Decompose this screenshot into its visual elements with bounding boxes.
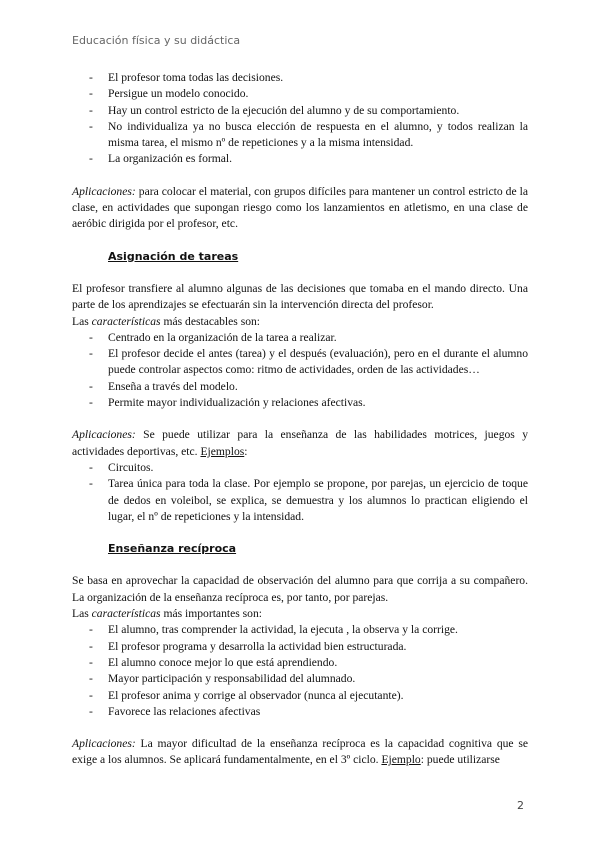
list-item: - Circuitos. — [72, 460, 528, 476]
asignacion-characteristics-list — [72, 330, 528, 411]
ejemplos-label: Ejemplos — [200, 444, 245, 458]
lead-emphasis: características — [91, 607, 161, 621]
list-item: - El alumno, tras comprender la actividad, la ejecuta , la observa y la corrige. — [72, 622, 528, 638]
ejemplo-tail: : puede utilizarse — [420, 753, 500, 767]
page-number: 2 — [517, 799, 524, 812]
aplicaciones-paragraph-2 — [72, 427, 528, 460]
lead-text: Las — [72, 607, 92, 621]
section-heading-ensenanza-reciproca: Enseñanza recíproca — [108, 542, 237, 556]
list-item: - Favorece las relaciones afectivas — [72, 704, 528, 720]
lead-text: Las — [72, 314, 92, 328]
colon: : — [244, 444, 248, 458]
list-item: - Persigue un modelo conocido. — [72, 86, 528, 102]
list-item: - Tarea única para toda la clase. Por ejemplo se propone, por parejas, un ejercicio de toque de dedos en voleibol, se explica, se demuestra y los alumnos lo practican eligiendo el lugar, el nº de repeticiones y la intensidad. — [72, 476, 528, 525]
document-body — [72, 70, 528, 769]
asignacion-examples-list — [72, 460, 528, 525]
reciproca-intro: Se basa en aprovechar la capacidad de observación del alumno para que corrija a su compañero. La organización de la enseñanza recíproca es, por tanto, por parejas. — [72, 574, 528, 604]
reciproca-characteristics-lead — [72, 606, 528, 622]
list-item: - El profesor programa y desarrolla la actividad bien estructurada. — [72, 639, 528, 655]
list-item: - La organización es formal. — [72, 151, 528, 167]
aplicaciones-label: Aplicaciones: — [72, 428, 136, 442]
aplicaciones-label: Aplicaciones: — [72, 184, 136, 198]
aplicaciones-text: para colocar el material, con grupos difíciles para mantener un control estricto de la clase, en actividades que supongan riesgo como los lanzamientos en atletismo, en una clase de aeróbic dirigida por el profesor, etc. — [72, 184, 528, 231]
list-item: - Hay un control estricto de la ejecución del alumno y de su comportamiento. — [72, 103, 528, 119]
aplicaciones-paragraph-1 — [72, 184, 528, 233]
list-item: - El profesor anima y corrige al observador (nunca al ejecutante). — [72, 688, 528, 704]
lead-text: más destacables son: — [160, 314, 261, 328]
list-item: - Enseña a través del modelo. — [72, 379, 528, 395]
page-header: Educación física y su didáctica — [72, 34, 241, 47]
list-item: - Centrado en la organización de la tarea a realizar. — [72, 330, 528, 346]
asignacion-intro: El profesor transfiere al alumno algunas de las decisiones que tomaba en el mando directo. Una parte de los aprendizajes se efectuarán sin la intervención directa del profesor. — [72, 281, 528, 312]
ejemplo-label: Ejemplo — [381, 753, 421, 767]
reciproca-characteristics-list — [72, 622, 528, 720]
list-item: - El alumno conoce mejor lo que está aprendiendo. — [72, 655, 528, 671]
asignacion-characteristics-lead — [72, 314, 528, 330]
aplicaciones-text: La mayor dificultad de la enseñanza recíproca es la capacidad cognitiva que se exige a los alumnos. Se aplicará fundamentalmente, en el 3º ciclo. — [72, 737, 528, 767]
aplicaciones-label: Aplicaciones: — [72, 737, 136, 751]
lead-text: más importantes son: — [160, 607, 262, 621]
section-heading-asignacion-tareas: Asignación de tareas — [108, 249, 239, 263]
list-item: - El profesor decide el antes (tarea) y el después (evaluación), pero en el durante el alumno puede controlar aspectos como: ritmo de actividades, orden de las actividades… — [72, 346, 528, 379]
list-item: - El profesor toma todas las decisiones. — [72, 70, 528, 86]
aplicaciones-text: Se puede utilizar para la enseñanza de las habilidades motrices, juegos y actividades deportivas, etc. — [72, 428, 528, 458]
list-item: - No individualiza ya no busca elección de respuesta en el alumno, y todos realizan la misma tarea, el mismo nº de repeticiones y a la misma intensidad. — [72, 119, 528, 152]
lead-emphasis: características — [91, 314, 161, 328]
aplicaciones-paragraph-3 — [72, 736, 528, 769]
mando-directo-characteristics-list — [72, 70, 528, 168]
list-item: - Mayor participación y responsabilidad del alumnado. — [72, 671, 528, 687]
list-item: - Permite mayor individualización y relaciones afectivas. — [72, 395, 528, 411]
